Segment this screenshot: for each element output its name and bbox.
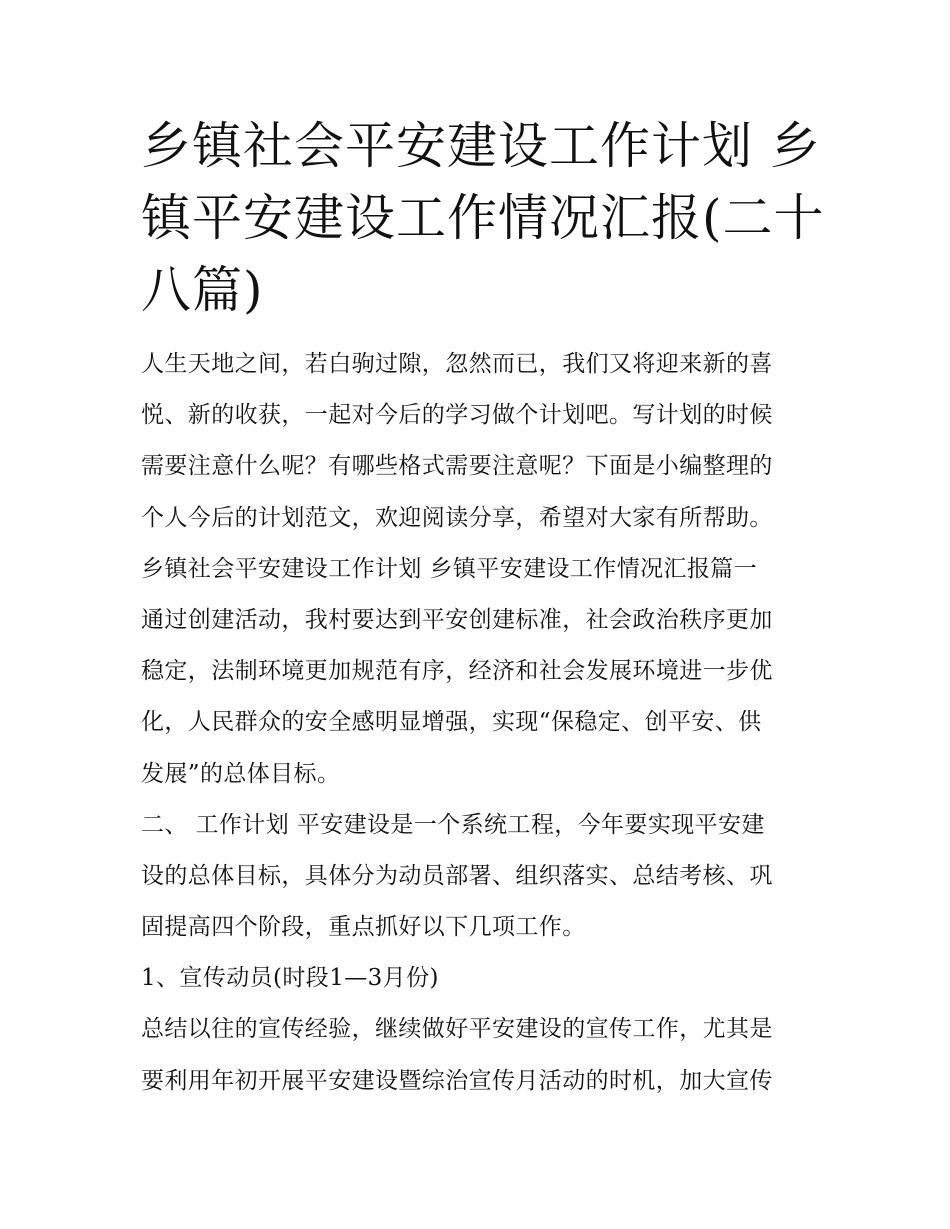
body-line: 设的总体目标，具体分为动员部署、组织落实、总结考核、巩: [141, 862, 773, 889]
body-line: 固提高四个阶段，重点抓好以下几项工作。: [141, 914, 586, 941]
title-line: 八篇): [141, 261, 264, 319]
body-line: 通过创建活动，我村要达到平安创建标准，社会政治秩序更加: [141, 606, 773, 633]
body-line: 悦、新的收获，一起对今后的学习做个计划吧。写计划的时候: [141, 402, 773, 429]
body-line: 人生天地之间，若白驹过隙，忽然而已，我们又将迎来新的喜: [141, 351, 773, 377]
body-line: 二、 工作计划 平安建设是一个系统工程，今年要实现平安建: [141, 811, 765, 838]
document-body: [141, 339, 816, 1107]
body-line: 乡镇社会平安建设工作计划 乡镇平安建设工作情况汇报篇一: [141, 555, 758, 582]
body-line: 1、宣传动员(时段1—3月份): [141, 965, 439, 992]
body-line: 个人今后的计划范文，欢迎阅读分享，希望对大家有所帮助。: [141, 504, 773, 531]
title-line: 乡镇社会平安建设工作计划 乡: [141, 117, 821, 175]
document-title: [141, 110, 825, 326]
document-page: [141, 110, 825, 1107]
body-line: 发展”的总体目标。: [141, 760, 341, 787]
title-line: 镇平安建设工作情况汇报(二十: [141, 189, 825, 247]
body-line: 总结以往的宣传经验，继续做好平安建设的宣传工作，尤其是: [141, 1016, 773, 1043]
body-line: 需要注意什么呢？有哪些格式需要注意呢？下面是小编整理的: [141, 453, 773, 480]
body-line: 稳定，法制环境更加规范有序，经济和社会发展环境进一步优: [141, 658, 773, 685]
body-line: 化，人民群众的安全感明显增强，实现“保稳定、创平安、供: [141, 709, 762, 736]
body-line: 要利用年初开展平安建设暨综治宣传月活动的时机，加大宣传: [141, 1067, 773, 1094]
